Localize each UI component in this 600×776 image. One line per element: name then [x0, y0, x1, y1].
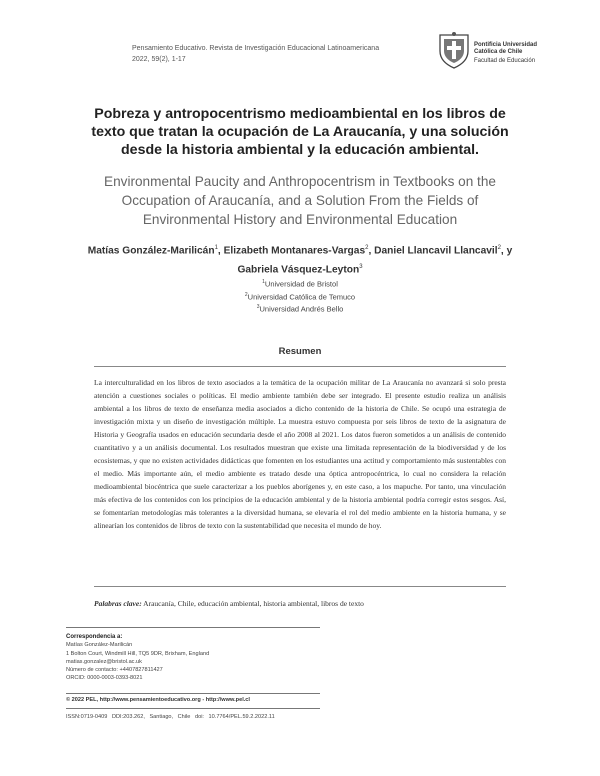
university-logo [436, 31, 576, 71]
keywords-label: Palabras clave: [94, 599, 142, 608]
author-2: Elizabeth Montanares-Vargas [223, 245, 366, 257]
correspondence-address: 1 Bolton Court, Windmill Hill, TQ5 9DR, Brixham, England [66, 650, 210, 657]
journal-info [132, 43, 379, 65]
author-3: Daniel Llancavil Llancavil [374, 245, 498, 257]
author-1-affil: 1 [214, 245, 218, 251]
journal-name: Pensamiento Educativo. Revista de Investigación Educacional Latinoamericana [132, 45, 380, 52]
footer-rule [66, 708, 320, 709]
university-line-2: Católica de Chile [474, 48, 523, 55]
correspondence-name: Matías González-Marilicán [66, 642, 133, 649]
affiliation-1 [80, 277, 520, 290]
title-english: Environmental Paucity and Anthropocentrism in Textbooks on the Occupation of Araucanía, and a Solution From the Fields of Environmental History and Environmental Education [104, 174, 496, 227]
affiliation-1-number: 1 [262, 279, 265, 285]
abstract-text: La interculturalidad en los libros de texto asociados a la temática de la ocupación militar de La Araucanía no avanzará si solo presta atención a cuestiones sociales o políticas. El medio ambiente también debe ser integrado. El presente estudio realiza un análisis ambiental a los libros de texto de enseñanza media asociados a dicho contenido de la historia de Chile. Se ocupó una estrategia de investigación mixta y un diseño de investigación múltiple. La muestra estuvo compuesta por seis libros de texto de la asignatura de Historia y Geografía usados en educación secundaria desde el año 2008 al 2021. Los datos fueron sometidos a un análisis de contenido cuantitativo y a un análisis documental. Los resultados muestran que existe una limitada representación de la biodiversidad y de los ecosistemas, y que no existen actividades didácticas que fomenten en los estudiantes una actitud y comportamiento más sustentables con el medio. Más importante aún, el medio ambiente es tratado desde una óptica antropocéntrica, lo cual no considera la relación medioambiental biocéntrica que suele caracterizar a los pueblos aborígenes y, en este caso, a los mapuche. Por tanto, una vinculación más efectiva de los contenidos con los principios de la educación ambiental y de la historia ambiental podría corregir estos sesgos. Así, se fomentarían metodologías más tolerantes a la diversidad humana, se elevaría el rol del medio ambiente en la historia humana, y se alinearían los contenidos de libros de texto con la sustentabilidad que necesita el mundo de hoy. [94, 378, 506, 530]
affiliation-3-number: 3 [256, 304, 260, 310]
affiliations [80, 277, 520, 315]
keywords-text: Araucanía, Chile, educación ambiental, historia ambiental, libros de texto [141, 599, 364, 608]
copyright-line: © 2022 PEL, http://www.pensamientoeducativo.org - http://www.pel.cl [66, 697, 250, 703]
correspondence-title: Correspondencia a: [66, 634, 123, 640]
affiliation-3-name: Universidad Andrés Bello [259, 304, 344, 314]
copyright-rule [66, 693, 320, 694]
correspondence-rule [66, 627, 320, 628]
university-seal-icon [436, 31, 472, 69]
author-list [80, 240, 520, 279]
keywords [94, 598, 506, 609]
correspondence-block [66, 633, 209, 683]
author-sep-2: , [368, 245, 375, 257]
correspondence-email[interactable]: matias.gonzalez@bristol.ac.uk [66, 658, 142, 665]
author-sep-1: , [217, 245, 224, 257]
correspondence-phone: Número de contacto: +4407827811427 [66, 667, 163, 674]
affiliation-2-number: 2 [244, 291, 248, 298]
author-2-affil: 2 [365, 245, 369, 251]
author-4: Gabriela Vásquez-Leyton [237, 264, 360, 276]
abstract-bottom-rule [94, 586, 506, 587]
doi: doi: 10.7764/PEL.59.2.2022.11 [194, 714, 275, 720]
title-spanish: Pobreza y antropocentrismo medioambiental en los libros de texto que tratan la ocupación de La Araucanía, y una solución desde la historia ambiental y la educación ambiental. [91, 106, 509, 158]
affiliation-3 [80, 302, 520, 315]
abstract-top-rule [94, 366, 506, 367]
university-line-1: Pontificia Universidad [474, 42, 538, 48]
journal-volume: 2022, 59(2), 1-17 [132, 56, 186, 63]
correspondence-orcid: ORCID: 0000-0003-0393-8021 [66, 675, 143, 682]
affiliation-2-name: Universidad Católica de Temuco [247, 292, 356, 301]
footer-identifiers [66, 714, 275, 720]
ddi: DDI:203.262, Santiago, Chile [111, 714, 191, 720]
abstract-heading: Resumen [278, 346, 322, 357]
author-4-affil: 3 [359, 264, 363, 271]
faculty-name: Facultad de Educación [474, 58, 536, 64]
affiliation-2 [80, 290, 520, 303]
affiliation-1-name: Universidad de Bristol [264, 279, 338, 289]
author-sep-3: , y [500, 245, 513, 257]
issn: ISSN:0719-0409 [66, 714, 108, 720]
author-1: Matías González-Marilicán [87, 245, 215, 257]
university-name [474, 42, 537, 65]
author-3-affil: 2 [497, 245, 501, 251]
